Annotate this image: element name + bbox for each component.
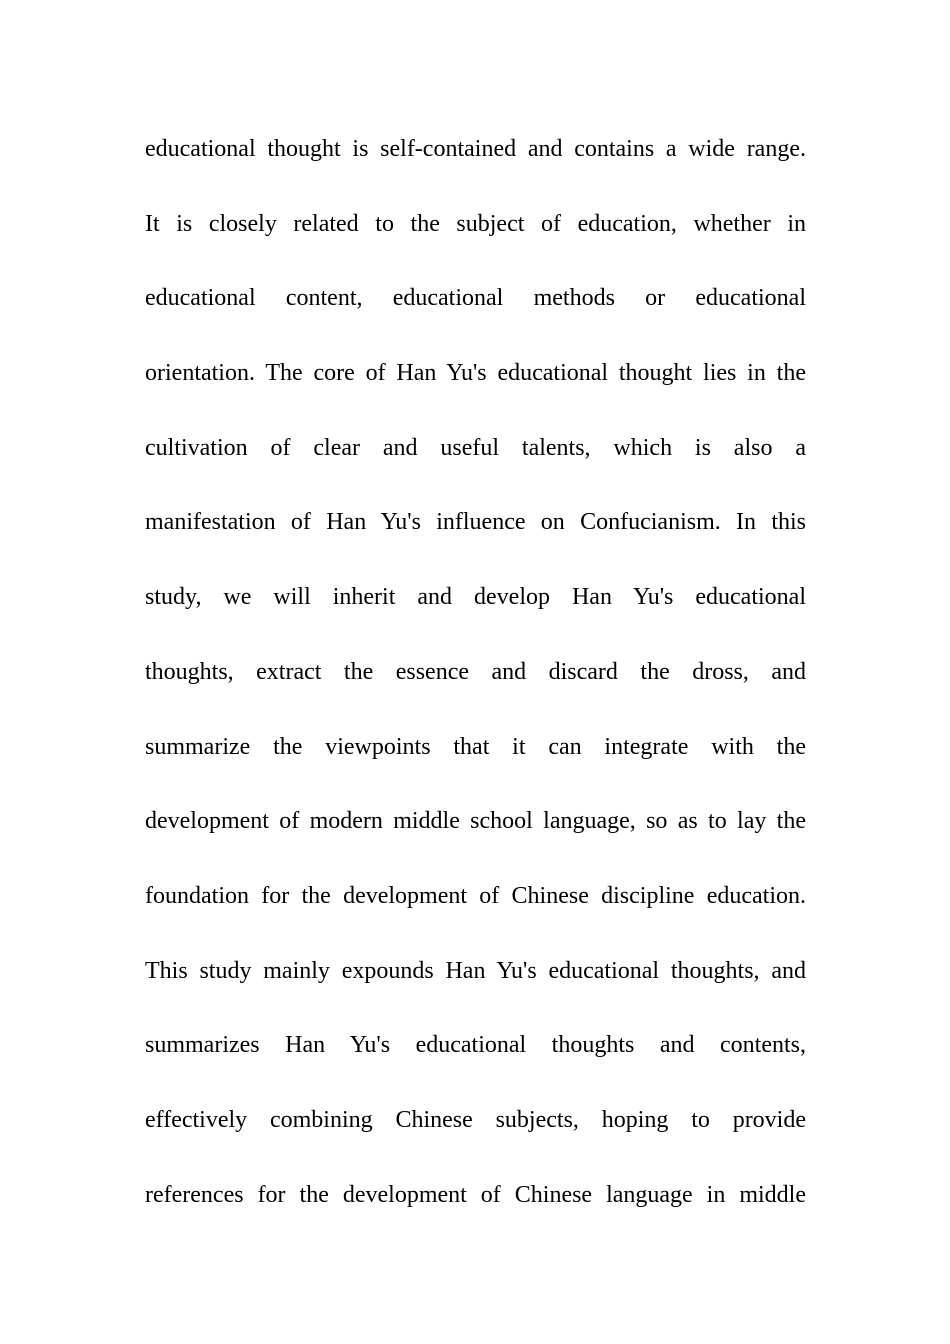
text-line: orientation. The core of Han Yu's educational thought lies in the xyxy=(145,360,806,387)
text-line: foundation for the development of Chinese discipline education. xyxy=(145,882,806,909)
text-line: This study mainly expounds Han Yu's educational thoughts, and xyxy=(145,957,806,984)
text-line: It is closely related to the subject of education, whether in xyxy=(145,210,806,237)
text-line: summarizes Han Yu's educational thoughts and contents, xyxy=(145,1032,806,1059)
text-line: cultivation of clear and useful talents, which is also a xyxy=(145,434,806,461)
text-line: educational content, educational methods or educational xyxy=(145,285,806,312)
body-paragraph xyxy=(145,129,806,1249)
text-line: manifestation of Han Yu's influence on Confucianism. In this xyxy=(145,509,806,536)
text-line: summarize the viewpoints that it can integrate with the xyxy=(145,733,806,760)
text-line: educational thought is self-contained and contains a wide range. xyxy=(145,136,806,162)
text-line: development of modern middle school language, so as to lay the xyxy=(145,808,806,835)
text-line: references for the development of Chinese language in middle xyxy=(145,1181,806,1208)
text-line: effectively combining Chinese subjects, hoping to provide xyxy=(145,1106,806,1133)
text-line: study, we will inherit and develop Han Yu's educational xyxy=(145,584,806,611)
text-line: thoughts, extract the essence and discard the dross, and xyxy=(145,658,806,685)
